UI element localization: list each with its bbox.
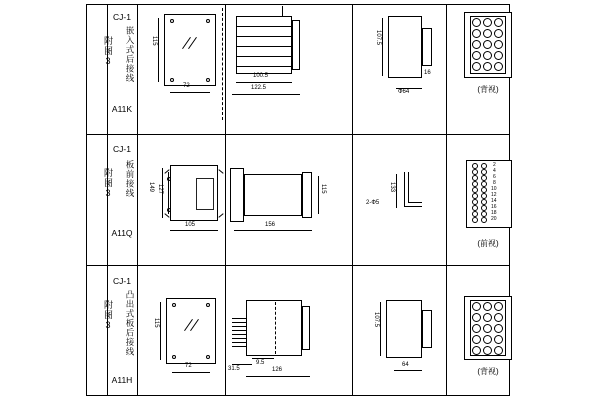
r2-dimline-127 — [168, 172, 169, 214]
r3-terminal-12 — [494, 335, 503, 344]
r3-pin-3 — [232, 326, 246, 327]
r3-dimline-9-5 — [252, 358, 274, 359]
r2-bracket-h2 — [408, 202, 422, 203]
r3-dimline-31 — [232, 364, 252, 365]
r1-terminal-4 — [472, 29, 481, 38]
r3-pin-8 — [232, 346, 246, 347]
r1-dim-107-5: 107.5 — [375, 30, 381, 46]
r2-bracket-h — [404, 206, 422, 207]
r1-terminal-10 — [472, 51, 481, 60]
r1-front-outline — [164, 14, 216, 86]
r1-side-l5 — [236, 66, 292, 67]
r3-side-cap — [302, 306, 310, 350]
r3-view-caption: (背视) — [477, 367, 499, 376]
r1-hole-br — [206, 78, 210, 82]
model-row2: CJ-1 — [113, 144, 131, 154]
r3-terminal-4 — [472, 313, 481, 322]
column-divider-view3 — [446, 4, 447, 396]
r3-dim-72: 72 — [185, 363, 192, 369]
r3-terminal-11 — [483, 335, 492, 344]
r1-hole-tl — [170, 19, 174, 23]
r2-dimline-133 — [396, 174, 397, 208]
r2-side-flange — [230, 168, 244, 222]
r2-num-14: 14 — [491, 198, 497, 204]
r1-side-flange — [292, 20, 300, 70]
model-row3: CJ-1 — [113, 276, 131, 286]
r3-pin-1 — [232, 318, 246, 319]
r1-terminal-13 — [472, 62, 481, 71]
r3-terminal-9 — [494, 324, 503, 333]
r3-pin-4 — [232, 330, 246, 331]
code-row2: A11Q — [111, 228, 133, 238]
r1-terminal-6 — [494, 29, 503, 38]
r3-dim-115: 115 — [153, 318, 159, 328]
r2-side-body — [244, 174, 302, 216]
r3-cutout-body — [386, 300, 422, 358]
r3-side-body — [246, 300, 302, 356]
code-row3: A11H — [111, 375, 133, 385]
r1-dimline-107 — [382, 18, 383, 76]
r1-terminal-5 — [483, 29, 492, 38]
r2-dim-133: 133 — [389, 182, 395, 193]
r1-dim-122-5: 122.5 — [251, 85, 267, 91]
r3-dimline-126 — [246, 376, 310, 377]
r2-bracket-v — [404, 172, 405, 206]
r3-terminal-3 — [494, 302, 503, 311]
r3-dimline-h — [172, 372, 210, 373]
r3-terminal-7 — [472, 324, 481, 333]
r2-dim-105: 105 — [185, 222, 196, 228]
r3-hole-bl — [172, 355, 176, 359]
r1-cutout-lip — [422, 28, 432, 66]
r1-hole-bl — [170, 78, 174, 82]
mounting-row2: 板前接线 — [125, 160, 135, 198]
r1-hole-tr — [206, 19, 210, 23]
r2-dim-127: 127 — [157, 184, 163, 195]
r3-terminal-2 — [483, 302, 492, 311]
r1-dim-72: 72 — [183, 83, 190, 89]
r1-terminal-9 — [494, 40, 503, 49]
mounting-row1: 嵌入式后接线 — [125, 26, 135, 83]
r3-terminal-6 — [494, 313, 503, 322]
column-divider-view1 — [225, 4, 226, 396]
r1-leader — [282, 6, 283, 16]
r2-num-10: 10 — [491, 186, 497, 192]
r2-dim-156: 156 — [265, 222, 276, 228]
r3-terminal-5 — [483, 313, 492, 322]
r1-dimline-v — [158, 18, 159, 82]
r2-num-2: 2 — [493, 162, 496, 168]
r1-side-l4 — [236, 56, 292, 57]
column-divider-view2 — [352, 4, 353, 396]
r1-side-l1 — [236, 26, 292, 27]
r3-hole-br — [206, 355, 210, 359]
r1-terminal-1 — [472, 18, 481, 27]
r3-dimline-64 — [394, 370, 422, 371]
r2-dim-115: 115 — [320, 184, 326, 194]
r2-bracket-v2 — [408, 172, 409, 202]
r1-center-dash — [222, 8, 224, 120]
r1-terminal-15 — [494, 62, 503, 71]
column-divider-name — [137, 4, 138, 396]
r3-dimline-v — [160, 302, 161, 360]
r2-terminal-strip — [196, 178, 214, 210]
r3-dim-9-5: 9.5 — [256, 360, 265, 366]
r2-num-6: 6 — [493, 174, 496, 180]
r2-side-cap — [302, 172, 312, 218]
r3-pin-2 — [232, 322, 246, 323]
r3-terminal-8 — [483, 324, 492, 333]
r3-dimline-107 — [380, 302, 381, 356]
r3-pin-6 — [232, 338, 246, 339]
r2-dimline-156 — [234, 230, 312, 231]
r3-dim-107-5: 107.5 — [373, 312, 379, 328]
r1-terminal-3 — [494, 18, 503, 27]
r2-num-20: 20 — [491, 216, 497, 222]
r2-terminal-a10 — [472, 217, 478, 223]
model-row1: CJ-1 — [113, 12, 131, 22]
r2-num-8: 8 — [493, 180, 496, 186]
r1-view-caption: (背视) — [477, 85, 499, 94]
r2-num-16: 16 — [491, 204, 497, 210]
r2-dim-149: 149 — [148, 182, 154, 193]
r1-dim-100-5: 100.5 — [253, 73, 269, 79]
r1-terminal-12 — [494, 51, 503, 60]
r3-dim-126: 126 — [272, 367, 283, 373]
r1-terminal-11 — [483, 51, 492, 60]
figure-label-row1: 附图3 — [103, 36, 113, 67]
r1-dim-115: 115 — [151, 36, 157, 46]
r3-dim-64: 64 — [402, 362, 409, 368]
r2-dim-holes: 2-Ф5 — [366, 200, 380, 206]
r2-dimline-115 — [318, 176, 319, 214]
r1-dim-16: 16 — [424, 70, 431, 76]
r1-side-l2 — [236, 36, 292, 37]
r2-num-4: 4 — [493, 168, 496, 174]
r3-hole-tl — [172, 303, 176, 307]
code-row1: A11K — [111, 104, 133, 114]
r3-terminal-15 — [494, 346, 503, 355]
r1-dim-64: Ф64 — [398, 89, 410, 95]
r2-view-caption: (前视) — [477, 239, 499, 248]
r2-num-12: 12 — [491, 192, 497, 198]
r3-terminal-13 — [472, 346, 481, 355]
r1-terminal-14 — [483, 62, 492, 71]
r3-terminal-10 — [472, 335, 481, 344]
r1-dimline-122 — [232, 94, 300, 95]
r1-side-l3 — [236, 46, 292, 47]
r1-terminal-7 — [472, 40, 481, 49]
r3-terminal-1 — [472, 302, 481, 311]
r1-dimline-h — [170, 92, 210, 93]
r3-terminal-14 — [483, 346, 492, 355]
r2-dimline-105 — [170, 230, 218, 231]
r1-cutout-body — [388, 16, 422, 78]
figure-label-row2: 附图3 — [103, 168, 113, 199]
r2-num-18: 18 — [491, 210, 497, 216]
r3-cutout-lip — [422, 310, 432, 348]
r1-terminal-2 — [483, 18, 492, 27]
r1-terminal-8 — [483, 40, 492, 49]
r3-center-dash — [275, 302, 277, 354]
r2-terminal-b10 — [481, 217, 487, 223]
r1-dimline-100 — [236, 82, 292, 83]
figure-label-row3: 附图3 — [103, 300, 113, 331]
r3-dim-31-5: 31.5 — [228, 366, 240, 372]
r3-pin-7 — [232, 342, 246, 343]
r3-hole-tr — [206, 303, 210, 307]
mounting-row3: 凸出式板后接线 — [125, 290, 135, 357]
r3-pin-5 — [232, 334, 246, 335]
